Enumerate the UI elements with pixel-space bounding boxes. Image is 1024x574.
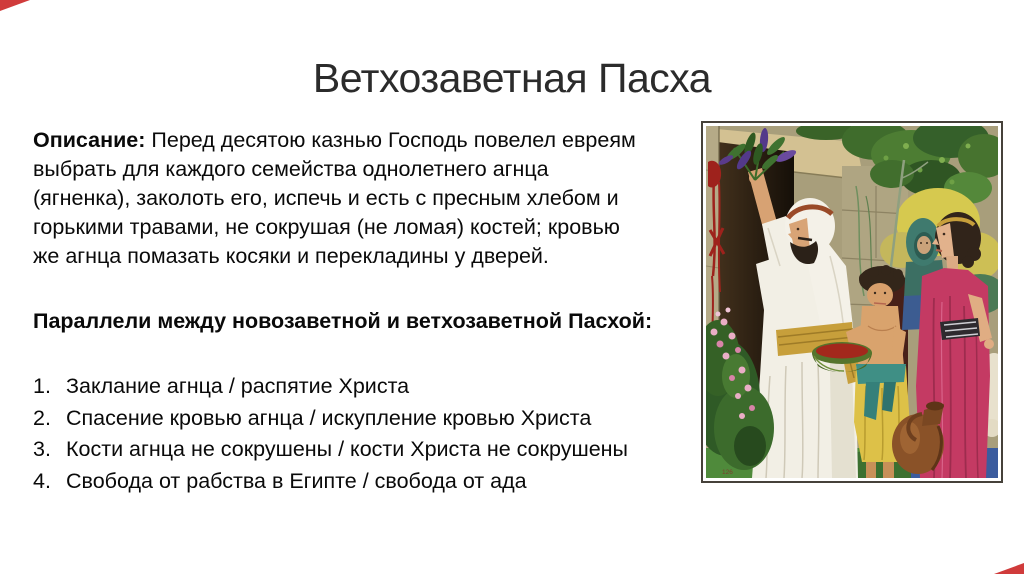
list-item [33, 467, 703, 496]
description-line-1 [33, 126, 703, 155]
list-item [33, 404, 703, 433]
list-item-text: Заклание агнца / распятие Христа [66, 374, 410, 398]
parallels-heading: Параллели между новозаветной и ветхозаветной Пасхой: [33, 309, 653, 333]
description-paragraph [33, 126, 703, 271]
list-item-number: 3. [33, 437, 51, 462]
list-item-number: 4. [33, 468, 51, 493]
slide-title: Ветхозаветная Пасха [312, 55, 712, 101]
description-line-5: же агнца помазать косяки и перекладины у дверей. [33, 244, 549, 268]
list-item-number: 2. [33, 405, 51, 430]
description-line-4: горькими травами, не сокрушая (не ломая) костей; кровью [33, 215, 620, 239]
painting-signature: 126 [722, 469, 733, 476]
painting-frame [701, 121, 1003, 483]
description-label: Описание: [33, 128, 146, 152]
description-line-1-text: Перед десятою казнью Господь повелел евреям [145, 128, 636, 152]
corner-decoration-top-left [0, 0, 30, 11]
list-item [33, 435, 703, 464]
corner-decoration-bottom-right [994, 563, 1024, 574]
list-item [33, 372, 703, 401]
parallels-list [33, 372, 703, 498]
passover-painting [706, 126, 998, 478]
list-item-text: Кости агнца не сокрушены / кости Христа не сокрушены [66, 437, 628, 462]
list-item-number: 1. [33, 374, 51, 398]
list-item-text: Спасение кровью агнца / искупление кровью Христа [66, 405, 592, 430]
description-line-3: (ягненка), заколоть его, испечь и есть с пресным хлебом и [33, 186, 619, 210]
list-item-text: Свобода от рабства в Египте / свобода от ада [66, 468, 527, 493]
description-line-2: выбрать для каждого семейства однолетнего агнца [33, 157, 549, 181]
